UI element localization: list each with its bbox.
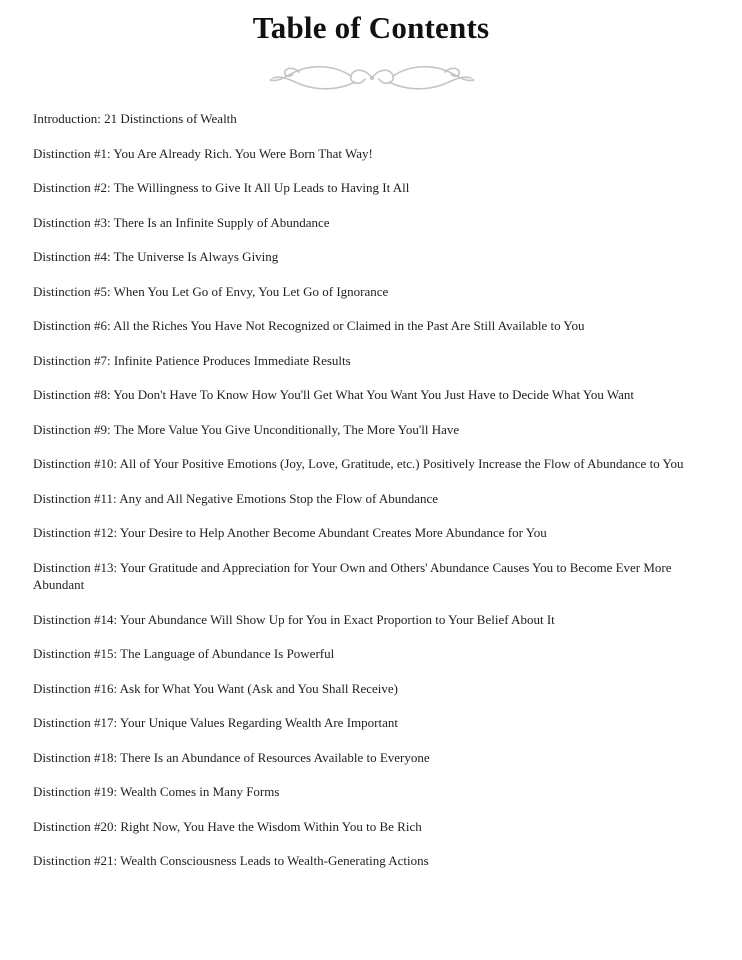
toc-entry-6: Distinction #6: All the Riches You Have Not Recognized or Claimed in the Past Are Still Available to You [33,318,585,333]
toc-entry-15: Distinction #15: The Language of Abundance Is Powerful [33,646,335,661]
toc-list [33,110,708,887]
toc-entry-introduction: Introduction: 21 Distinctions of Wealth [33,111,237,126]
toc-entry-21: Distinction #21: Wealth Consciousness Leads to Wealth-Generating Actions [33,853,429,868]
toc-entry-7: Distinction #7: Infinite Patience Produces Immediate Results [33,352,351,368]
toc-entry-13: Distinction #13: Your Gratitude and Appreciation for Your Own and Others' Abundance Causes You to Become Ever More Abundant [33,559,672,592]
toc-entry-4: Distinction #4: The Universe Is Always Giving [33,249,279,264]
toc-entry-20: Distinction #20: Right Now, You Have the Wisdom Within You to Be Rich [33,818,422,834]
toc-entry-8: Distinction #8: You Don't Have To Know How You'll Get What You Want You Just Have to Decide What You Want [33,387,635,402]
toc-entry-14: Distinction #14: Your Abundance Will Show Up for You in Exact Proportion to Your Belief About It [33,611,555,627]
toc-entry-16: Distinction #16: Ask for What You Want (Ask and You Shall Receive) [33,680,398,696]
toc-entry-2: Distinction #2: The Willingness to Give It All Up Leads to Having It All [33,180,410,195]
toc-entry-19: Distinction #19: Wealth Comes in Many Forms [33,784,280,799]
scroll-flourish-icon [269,60,475,96]
toc-entry-10: Distinction #10: All of Your Positive Emotions (Joy, Love, Gratitude, etc.) Positively Increase the Flow of Abundance to You [33,456,684,471]
toc-entry-9: Distinction #9: The More Value You Give Unconditionally, The More You'll Have [33,421,460,437]
toc-entry-18: Distinction #18: There Is an Abundance of Resources Available to Everyone [33,749,430,765]
toc-entry-3: Distinction #3: There Is an Infinite Supply of Abundance [33,214,330,230]
toc-entry-11: Distinction #11: Any and All Negative Emotions Stop the Flow of Abundance [33,490,439,506]
toc-entry-12: Distinction #12: Your Desire to Help Another Become Abundant Creates More Abundance for You [33,525,547,540]
toc-entry-5: Distinction #5: When You Let Go of Envy, You Let Go of Ignorance [33,283,389,299]
page-title: Table of Contents [252,10,490,45]
toc-entry-1: Distinction #1: You Are Already Rich. You Were Born That Way! [33,145,373,161]
toc-entry-17: Distinction #17: Your Unique Values Regarding Wealth Are Important [33,715,398,730]
